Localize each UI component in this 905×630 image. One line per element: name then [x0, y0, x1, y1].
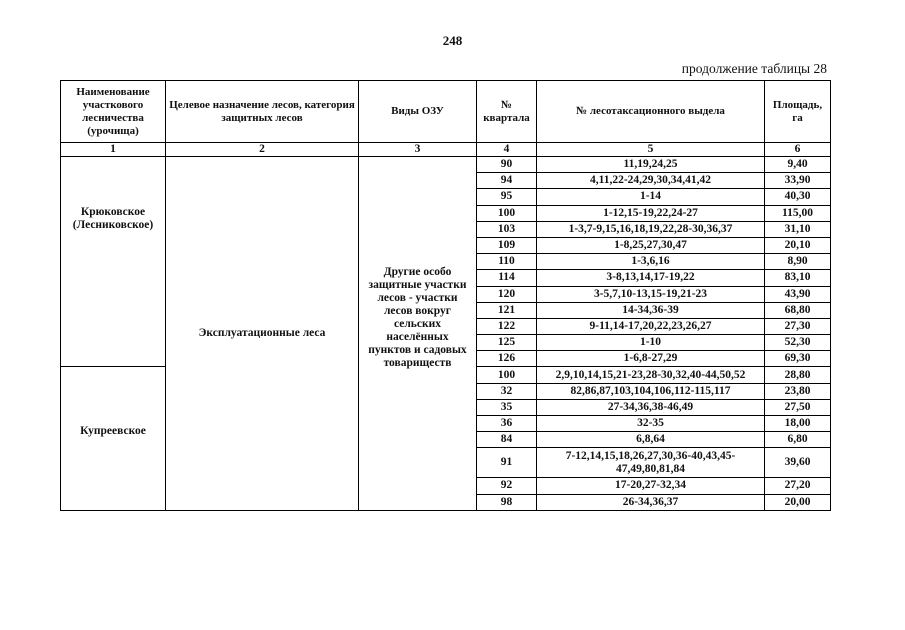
block-number: 103 — [477, 221, 537, 237]
allotment-numbers: 27-34,36,38-46,49 — [537, 399, 765, 415]
header-purpose: Целевое назначение лесов, категория защитных лесов — [166, 81, 359, 143]
area-value: 39,60 — [765, 448, 831, 478]
allotment-numbers: 1-10 — [537, 335, 765, 351]
block-number: 120 — [477, 286, 537, 302]
block-number: 95 — [477, 189, 537, 205]
forest-allotments-table — [60, 80, 831, 511]
block-number: 100 — [477, 367, 537, 383]
allotment-numbers: 9-11,14-17,20,22,23,26,27 — [537, 318, 765, 334]
allotment-numbers: 1-3,6,16 — [537, 254, 765, 270]
allotment-numbers: 3-5,7,10-13,15-19,21-23 — [537, 286, 765, 302]
area-value: 23,80 — [765, 383, 831, 399]
allotment-numbers: 6,8,64 — [537, 432, 765, 448]
allotment-numbers: 1-8,25,27,30,47 — [537, 237, 765, 253]
allotment-numbers: 2,9,10,14,15,21-23,28-30,32,40-44,50,52 — [537, 367, 765, 383]
area-value: 27,20 — [765, 478, 831, 494]
area-value: 52,30 — [765, 335, 831, 351]
allotment-numbers: 14-34,36-39 — [537, 302, 765, 318]
page-number: 248 — [442, 33, 463, 48]
area-value: 8,90 — [765, 254, 831, 270]
allotment-numbers: 1-3,7-9,15,16,18,19,22,28-30,36,37 — [537, 221, 765, 237]
block-number: 98 — [477, 494, 537, 510]
block-number: 90 — [477, 157, 537, 173]
column-number: 2 — [166, 143, 359, 157]
block-number: 94 — [477, 173, 537, 189]
block-number: 35 — [477, 399, 537, 415]
header-row — [61, 81, 831, 143]
block-number: 36 — [477, 416, 537, 432]
block-number: 121 — [477, 302, 537, 318]
block-number: 92 — [477, 478, 537, 494]
area-value: 28,80 — [765, 367, 831, 383]
area-value: 18,00 — [765, 416, 831, 432]
allotment-numbers: 11,19,24,25 — [537, 157, 765, 173]
area-value: 6,80 — [765, 432, 831, 448]
forestry-name: Крюковское (Лесниковское) — [61, 157, 166, 367]
area-value: 83,10 — [765, 270, 831, 286]
forestry-name: Купреевское — [61, 367, 166, 510]
allotment-numbers: 1-6,8-27,29 — [537, 351, 765, 367]
area-value: 9,40 — [765, 157, 831, 173]
allotment-numbers: 1-12,15-19,22,24-27 — [537, 205, 765, 221]
block-number: 110 — [477, 254, 537, 270]
table-row — [61, 157, 831, 173]
area-value: 33,90 — [765, 173, 831, 189]
block-number: 114 — [477, 270, 537, 286]
header-allotment-number: № лесотаксационного выдела — [537, 81, 765, 143]
area-value: 31,10 — [765, 221, 831, 237]
allotment-numbers: 26-34,36,37 — [537, 494, 765, 510]
area-value: 43,90 — [765, 286, 831, 302]
block-number: 122 — [477, 318, 537, 334]
header-ozu-type: Виды ОЗУ — [359, 81, 477, 143]
area-value: 40,30 — [765, 189, 831, 205]
allotment-numbers: 32-35 — [537, 416, 765, 432]
header-block-number: № квартала — [477, 81, 537, 143]
block-number: 126 — [477, 351, 537, 367]
allotment-numbers: 82,86,87,103,104,106,112-115,117 — [537, 383, 765, 399]
header-forestry: Наименование участкового лесничества (урочища) — [61, 81, 166, 143]
column-number: 1 — [61, 143, 166, 157]
area-value: 27,30 — [765, 318, 831, 334]
column-number: 5 — [537, 143, 765, 157]
ozu-type: Другие особо защитные участки лесов - участки лесов вокруг сельских населённых пунктов и садовых товариществ — [359, 157, 477, 511]
block-number: 125 — [477, 335, 537, 351]
allotment-numbers: 7-12,14,15,18,26,27,30,36-40,43,45-47,49,80,81,84 — [537, 448, 765, 478]
column-number-row — [61, 143, 831, 157]
column-number: 6 — [765, 143, 831, 157]
block-number: 84 — [477, 432, 537, 448]
area-value: 69,30 — [765, 351, 831, 367]
area-value: 68,80 — [765, 302, 831, 318]
block-number: 32 — [477, 383, 537, 399]
allotment-numbers: 17-20,27-32,34 — [537, 478, 765, 494]
allotment-numbers: 1-14 — [537, 189, 765, 205]
allotment-numbers: 3-8,13,14,17-19,22 — [537, 270, 765, 286]
block-number: 109 — [477, 237, 537, 253]
block-number: 100 — [477, 205, 537, 221]
area-value: 115,00 — [765, 205, 831, 221]
forest-purpose: Эксплуатационные леса — [166, 157, 359, 511]
table-continuation-caption: продолжение таблицы 28 — [681, 61, 827, 76]
allotment-numbers: 4,11,22-24,29,30,34,41,42 — [537, 173, 765, 189]
column-number: 4 — [477, 143, 537, 157]
area-value: 27,50 — [765, 399, 831, 415]
block-number: 91 — [477, 448, 537, 478]
area-value: 20,00 — [765, 494, 831, 510]
area-value: 20,10 — [765, 237, 831, 253]
header-area: Площадь, га — [765, 81, 831, 143]
column-number: 3 — [359, 143, 477, 157]
